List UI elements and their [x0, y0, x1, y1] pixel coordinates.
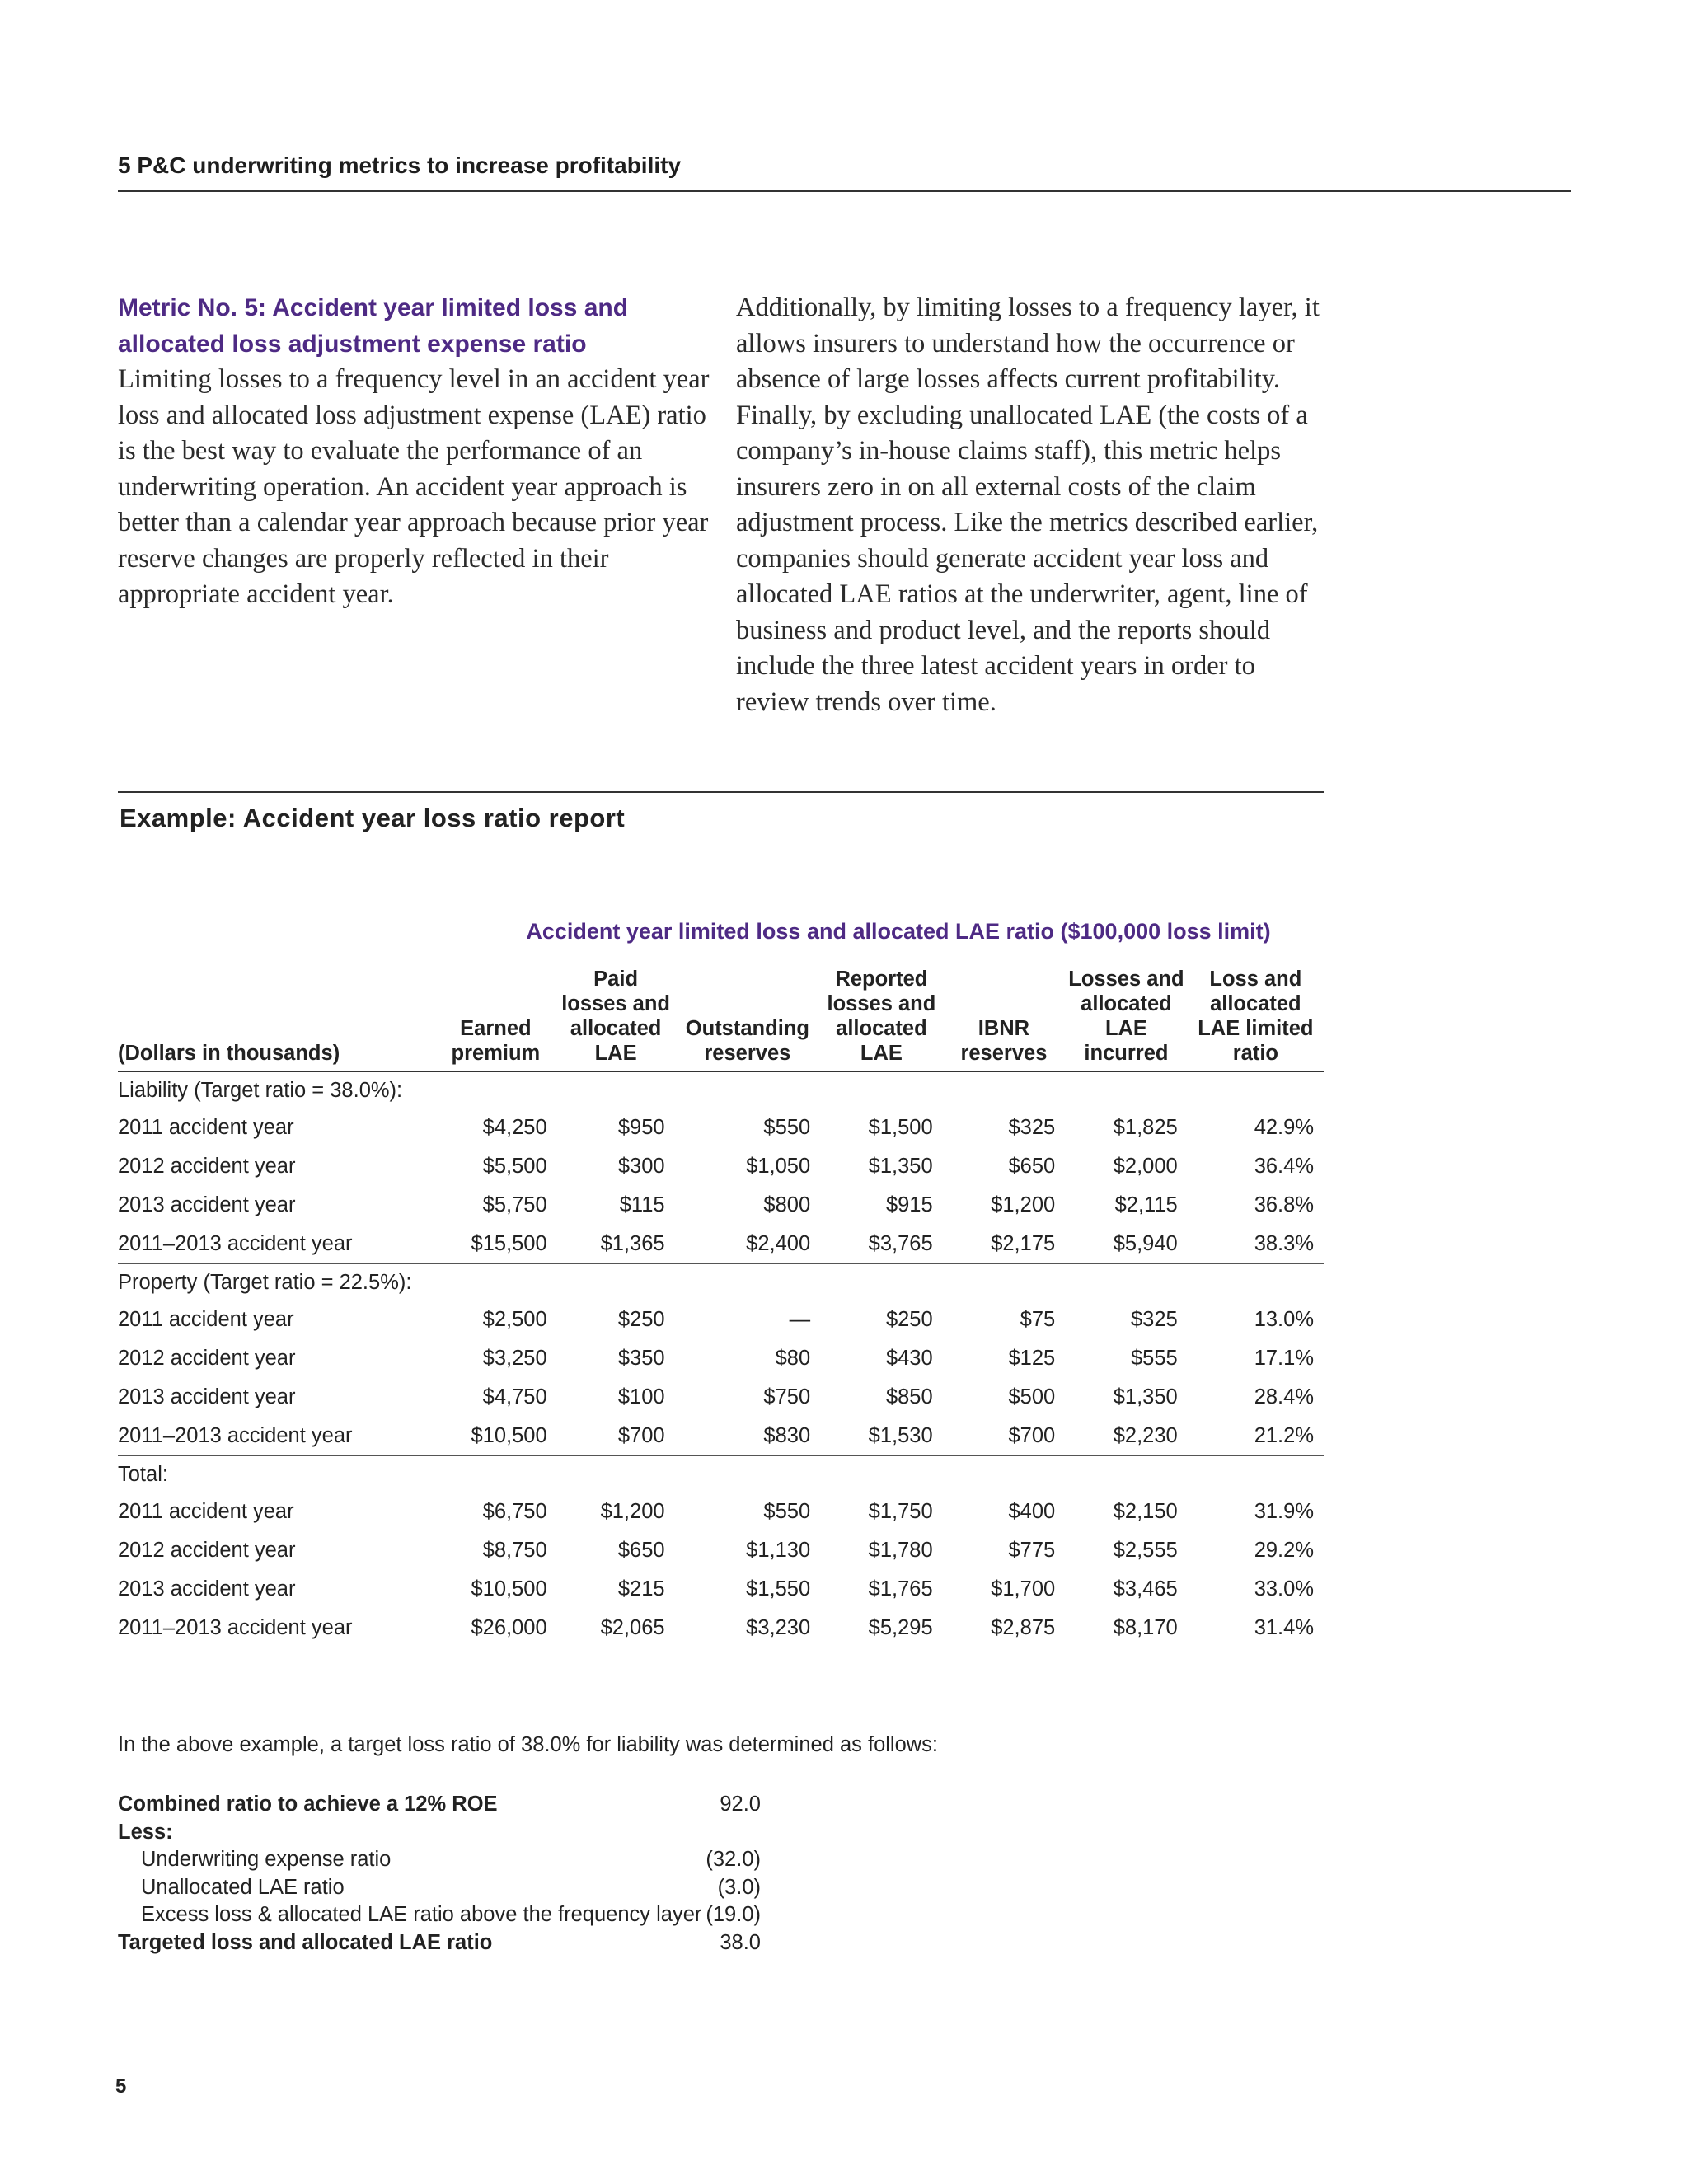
left-body-text: Limiting losses to a frequency level in an accident year loss and allocated loss adjustment expense (LAE) ratio is the best way to evaluate the performance of an underwriting operation. An accident year approach is better than a calendar year approach because prior year reserve changes are properly reflected in their appropriate accident year.	[118, 364, 710, 609]
table-cell: $500	[1008, 1385, 1056, 1408]
table-cell: $2,555	[1113, 1539, 1178, 1562]
table-cell: $1,350	[868, 1155, 933, 1178]
table-cell: $1,765	[868, 1577, 933, 1601]
table-row	[118, 1339, 1324, 1378]
table-cell: $350	[617, 1347, 665, 1370]
column-header: Outstanding reserves	[675, 967, 821, 1071]
calc-value: (3.0)	[717, 1875, 761, 1899]
column-header: Reported losses and allocated LAE	[820, 967, 943, 1071]
group-label: Total:	[118, 1462, 168, 1486]
calc-label: Excess loss & allocated LAE ratio above the frequency layer	[141, 1903, 702, 1926]
example-note: In the above example, a target loss ratio of 38.0% for liability was determined as follows:	[118, 1733, 939, 1756]
row-label: 2011 accident year	[118, 1116, 294, 1139]
row-label: 2011 accident year	[118, 1308, 294, 1331]
group-label: Property (Target ratio = 22.5%):	[118, 1270, 412, 1294]
table-row	[118, 1378, 1324, 1417]
table-cell: $3,230	[746, 1616, 811, 1639]
table-cell: $555	[1130, 1347, 1178, 1370]
table-cell: $800	[763, 1193, 811, 1216]
header-divider	[118, 190, 1571, 192]
calc-label: Less:	[118, 1820, 173, 1844]
table-row	[118, 1417, 1324, 1456]
table-cell: 36.8%	[1254, 1193, 1314, 1216]
table-cell: $8,170	[1113, 1616, 1178, 1639]
table-cell: $1,200	[991, 1193, 1056, 1216]
table-cell: $2,000	[1113, 1155, 1178, 1178]
table-row	[118, 1108, 1324, 1147]
calc-row	[118, 1819, 761, 1847]
table-cell: 21.2%	[1188, 1417, 1324, 1456]
row-label: 2013 accident year	[118, 1385, 296, 1408]
example-title: Example: Accident year loss ratio report	[120, 804, 626, 832]
table-cell: 29.2%	[1254, 1539, 1314, 1562]
loss-ratio-table	[118, 967, 1324, 1647]
row-label: 2012 accident year	[118, 1347, 296, 1370]
right-column	[736, 290, 1329, 720]
table-row	[118, 1493, 1324, 1531]
table-row	[118, 1301, 1324, 1339]
table-cell: $3,765	[820, 1225, 943, 1264]
table-cell: $2,500	[482, 1308, 547, 1331]
table-cell: $650	[1008, 1155, 1056, 1178]
page-number: 5	[115, 2075, 127, 2097]
table-cell: 36.4%	[1254, 1155, 1314, 1178]
calc-value: 92.0	[720, 1793, 761, 1816]
row-label: 2011 accident year	[118, 1500, 294, 1523]
table-cell: $125	[1008, 1347, 1056, 1370]
table-group-row	[118, 1456, 1324, 1493]
table-cell: $250	[885, 1308, 933, 1331]
table-cell: $1,500	[868, 1116, 933, 1139]
table-cell: $1,700	[991, 1577, 1056, 1601]
column-header: IBNR reserves	[943, 967, 1066, 1071]
group-label: Liability (Target ratio = 38.0%):	[118, 1078, 403, 1102]
table-cell: 17.1%	[1254, 1347, 1314, 1370]
table-cell: $1,825	[1113, 1116, 1178, 1139]
row-label: 2012 accident year	[118, 1155, 296, 1178]
table-cell: $5,940	[1065, 1225, 1188, 1264]
table-cell: $10,500	[434, 1417, 557, 1456]
table-cell: $215	[617, 1577, 665, 1601]
calc-row	[118, 1929, 761, 1957]
calc-value: (32.0)	[706, 1848, 761, 1871]
table-caption: Accident year limited loss and allocated LAE ratio ($100,000 loss limit)	[526, 919, 1271, 944]
table-cell: $915	[885, 1193, 933, 1216]
row-label: 2011–2013 accident year	[118, 1225, 434, 1264]
metric-heading: Metric No. 5: Accident year limited loss and allocated loss adjustment expense ratio	[118, 294, 629, 358]
table-cell: $26,000	[471, 1616, 547, 1639]
table-header-row	[118, 967, 1324, 1071]
column-header: Losses and allocated LAE incurred	[1065, 967, 1188, 1071]
right-body-text: Additionally, by limiting losses to a frequency layer, it allows insurers to understand how the occurrence or absence of large losses affects current profitability. Finally, by excluding unallocated LAE (the costs of a company’s in-house claims staff), this metric helps insurers zero in on all external costs of the claim adjustment process. Like the metrics described earlier, companies should generate accident year loss and allocated LAE ratios at the underwriter, agent, line of business and product level, and the reports should include the three latest accident years in order to review trends over time.	[736, 293, 1320, 717]
column-header: Earned premium	[434, 967, 557, 1071]
table-body	[118, 1071, 1324, 1647]
table-cell: $700	[557, 1417, 675, 1456]
table-cell: $300	[617, 1155, 665, 1178]
calc-label: Unallocated LAE ratio	[141, 1875, 345, 1899]
table-row	[118, 1570, 1324, 1609]
table-cell: $1,530	[820, 1417, 943, 1456]
table-cell: $6,750	[482, 1500, 547, 1523]
table-cell: $2,065	[600, 1616, 665, 1639]
table-cell: $325	[1130, 1308, 1178, 1331]
table-cell: $80	[775, 1347, 811, 1370]
table-cell: $1,365	[557, 1225, 675, 1264]
table-cell: $950	[617, 1116, 665, 1139]
table-cell: $115	[619, 1193, 665, 1216]
table-cell: $550	[763, 1116, 811, 1139]
example-divider	[118, 791, 1324, 793]
table-cell: —	[789, 1308, 811, 1331]
table-cell: $100	[617, 1385, 665, 1408]
table-cell: $1,550	[746, 1577, 811, 1601]
table-cell: $1,050	[746, 1155, 811, 1178]
row-label: 2011–2013 accident year	[118, 1616, 353, 1639]
table-cell: $2,230	[1065, 1417, 1188, 1456]
row-label: 2012 accident year	[118, 1539, 296, 1562]
table-cell: $325	[1008, 1116, 1056, 1139]
table-row	[118, 1147, 1324, 1186]
page-header-title: 5 P&C underwriting metrics to increase profitability	[118, 152, 682, 178]
table-cell: 28.4%	[1254, 1385, 1314, 1408]
table-cell: $5,500	[482, 1155, 547, 1178]
table-cell: $3,465	[1113, 1577, 1178, 1601]
table-cell: $15,500	[434, 1225, 557, 1264]
table-cell: $4,250	[482, 1116, 547, 1139]
column-header: Paid losses and allocated LAE	[557, 967, 675, 1071]
table-cell: $250	[617, 1308, 665, 1331]
calc-row	[118, 1874, 761, 1902]
table-cell: $2,150	[1113, 1500, 1178, 1523]
table-cell: 42.9%	[1254, 1116, 1314, 1139]
column-header: (Dollars in thousands)	[118, 967, 434, 1071]
table-cell: $2,875	[991, 1616, 1056, 1639]
table-row	[118, 1225, 1324, 1264]
table-cell: 33.0%	[1254, 1577, 1314, 1601]
table-cell: 38.3%	[1188, 1225, 1324, 1264]
table-cell: $850	[885, 1385, 933, 1408]
row-label: 2011–2013 accident year	[118, 1417, 434, 1456]
table-cell: $775	[1008, 1539, 1056, 1562]
row-label: 2013 accident year	[118, 1193, 296, 1216]
calc-label: Targeted loss and allocated LAE ratio	[118, 1930, 493, 1954]
column-header: Loss and allocated LAE limited ratio	[1188, 967, 1324, 1071]
table-cell: $550	[763, 1500, 811, 1523]
calc-label: Underwriting expense ratio	[141, 1848, 392, 1871]
calc-value: (19.0)	[706, 1903, 761, 1926]
table-row	[118, 1531, 1324, 1570]
table-cell: $430	[885, 1347, 933, 1370]
table-cell: $1,750	[868, 1500, 933, 1523]
calc-row	[118, 1791, 761, 1819]
left-column	[118, 290, 715, 613]
row-label: 2013 accident year	[118, 1577, 296, 1601]
table-cell: $5,750	[482, 1193, 547, 1216]
table-cell: $8,750	[482, 1539, 547, 1562]
calc-value: 38.0	[720, 1930, 761, 1954]
table-cell: $1,200	[600, 1500, 665, 1523]
table-cell: $1,350	[1113, 1385, 1178, 1408]
table-row	[118, 1609, 1324, 1647]
table-cell: $650	[617, 1539, 665, 1562]
table-group-row	[118, 1071, 1324, 1108]
table-cell: 13.0%	[1254, 1308, 1314, 1331]
table-cell: $700	[943, 1417, 1066, 1456]
calc-label: Combined ratio to achieve a 12% ROE	[118, 1793, 498, 1816]
table-cell: $3,250	[482, 1347, 547, 1370]
table-group-row	[118, 1264, 1324, 1301]
table-cell: $1,130	[746, 1539, 811, 1562]
table-cell: $10,500	[471, 1577, 547, 1601]
table-cell: $2,400	[675, 1225, 821, 1264]
target-ratio-calculation	[118, 1791, 761, 1957]
calc-row	[118, 1901, 761, 1929]
table-cell: $750	[763, 1385, 811, 1408]
table-cell: $400	[1008, 1500, 1056, 1523]
table-row	[118, 1186, 1324, 1225]
table-cell: $830	[675, 1417, 821, 1456]
table-cell: $2,175	[943, 1225, 1066, 1264]
table-cell: $4,750	[482, 1385, 547, 1408]
table-cell: $2,115	[1114, 1193, 1178, 1216]
calc-row	[118, 1846, 761, 1874]
table-cell: $75	[1020, 1308, 1056, 1331]
table-cell: 31.9%	[1254, 1500, 1314, 1523]
table-cell: 31.4%	[1254, 1616, 1314, 1639]
table-cell: $1,780	[868, 1539, 933, 1562]
table-cell: $5,295	[868, 1616, 933, 1639]
